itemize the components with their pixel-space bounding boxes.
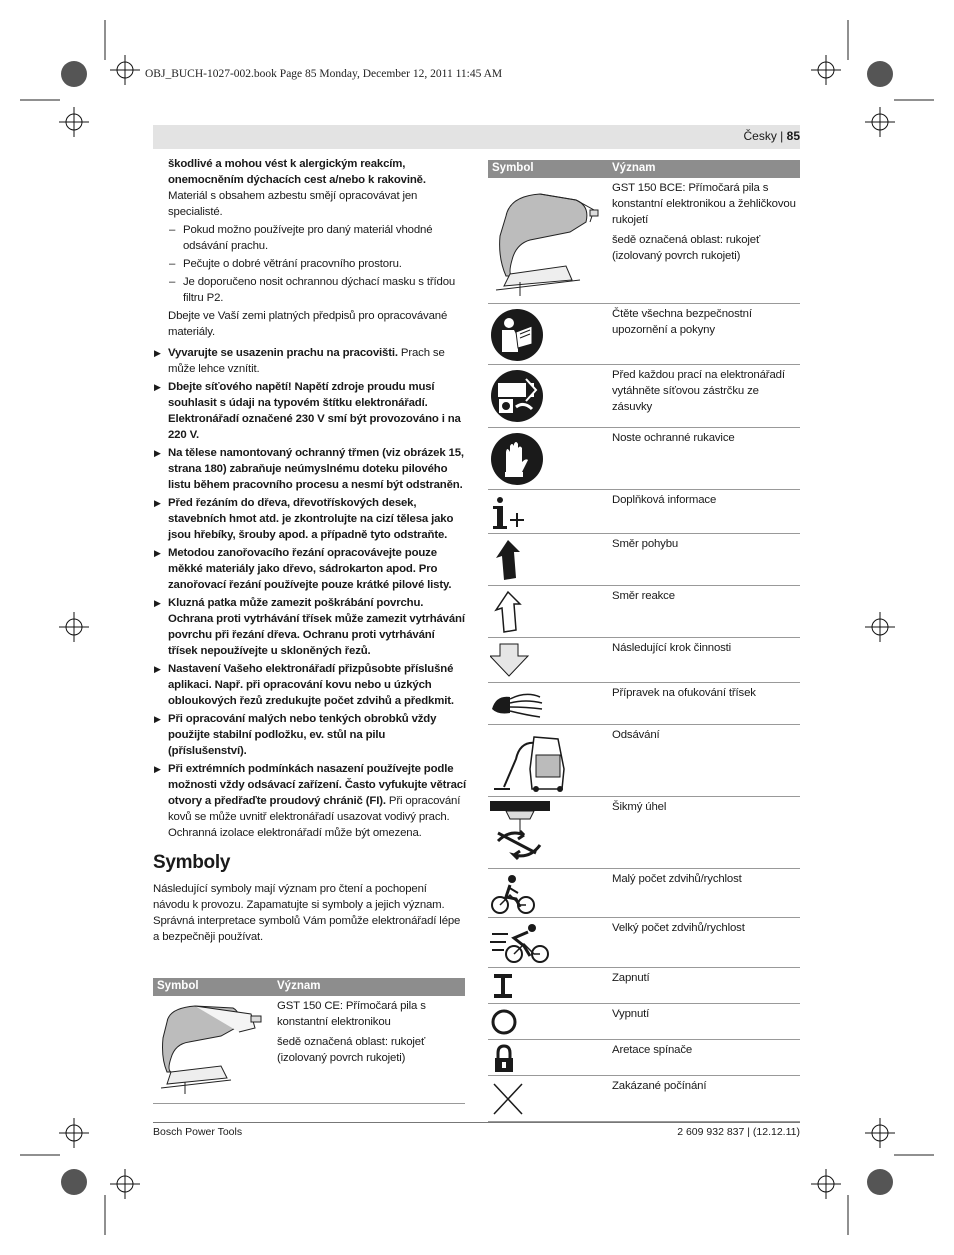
- symbol-header: Symbol: [157, 980, 199, 992]
- meaning-cell: Směr pohybu: [612, 538, 679, 550]
- table-header: [488, 160, 800, 178]
- next-step-arrow-icon: [490, 642, 530, 678]
- table-row: [488, 490, 800, 534]
- bullet-item: ▶ Vyvarujte se usazenin prachu na pracovišti. Prach se může lehce vznítit.: [153, 345, 466, 377]
- table-row: [488, 586, 800, 638]
- on-icon: [490, 972, 520, 1000]
- info-icon: [490, 494, 530, 534]
- meaning-cell: Noste ochranné rukavice: [612, 432, 735, 444]
- meaning-cell: Malý počet zdvihů/rychlost: [612, 873, 742, 885]
- dash-item: – Pokud možno používejte pro daný materiál vhodné odsávání prachu.: [153, 222, 466, 254]
- bullet-item: ▶ Metodou zanořovacího řezání opracovávejte pouze měkké materiály jako dřevo, sádrokarton apod. Pro zanořovací řezání používejte pouze krátké pilové listy.: [153, 545, 466, 593]
- lock-icon: [490, 1044, 520, 1074]
- meaning-cell: GST 150 BCE: Přímočará pila s konstantní elektronikou a žehličkovou rukojetí šedě označená oblast: rukojeť (izolovaný povrch rukojeti): [612, 182, 796, 262]
- table-row: [488, 428, 800, 490]
- jigsaw-bce-icon: [490, 186, 600, 296]
- table-row: [153, 996, 465, 1104]
- language-label: Česky: [743, 129, 777, 143]
- left-column: [153, 156, 466, 947]
- page-number: Česky | 85: [743, 129, 800, 143]
- table-row: [488, 365, 800, 428]
- print-header: OBJ_BUCH-1027-002.book Page 85 Monday, December 12, 2011 11:45 AM: [145, 68, 503, 80]
- meaning-cell: GST 150 CE: Přímočará pila s konstantní elektronikou šedě označená oblast: rukojeť (izolovaný povrch rukojeti): [277, 1000, 426, 1064]
- left-symbol-table: [153, 978, 465, 1104]
- meaning-cell: Zakázané počínání: [612, 1080, 707, 1092]
- footer-brand: Bosch Power Tools: [153, 1126, 243, 1138]
- bullet-item: ▶ Na tělese namontovaný ochranný třmen (viz obrázek 15, strana 180) zabraňuje neúmyslnému doteku pilového listu během pracovního procesu a nesmí být odstraněn.: [153, 445, 466, 493]
- read-manual-icon: [490, 308, 544, 362]
- off-icon: [490, 1008, 520, 1036]
- meaning-cell: Doplňková informace: [612, 494, 717, 506]
- meaning-cell: Zapnutí: [612, 972, 650, 984]
- meaning-cell: Čtěte všechna bezpečnostní upozornění a pokyny: [612, 308, 752, 336]
- bullet-item: ▶ Kluzná patka může zamezit poškrábání povrchu. Ochrana proti vytrhávání třísek může zamezit vytrhávání povrchu při řezání dřeva. Ochranu proti vytrhávání třísek nepoužívejte u skloněných řezů.: [153, 595, 466, 659]
- footer-document-number: 2 609 932 837 | (12.12.11): [677, 1126, 800, 1138]
- meaning-cell: Aretace spínače: [612, 1044, 693, 1056]
- slow-bike-icon: [490, 873, 536, 915]
- dash-item: – Pečujte o dobré větrání pracovního prostoru.: [153, 256, 466, 272]
- regulations-paragraph: Dbejte ve Vaší zemi platných předpisů pro opracovávané materiály.: [168, 310, 448, 338]
- table-row: [488, 725, 800, 797]
- unplug-icon: [490, 369, 544, 423]
- jigsaw-icon: [155, 1002, 265, 1094]
- blower-icon: [490, 687, 544, 721]
- reaction-arrow-icon: [490, 590, 530, 634]
- bullet-item: ▶ Při extrémních podmínkách nasazení používejte podle možnosti vždy odsávací zařízení. Často vyfukujte větrací otvory a předřaďte proudový chránič (FI). Při opracování kovů se může uvnitř elektronářadí usazovat vodivý prach. Ochranná izolace elektronářadí může být omezena.: [153, 761, 466, 841]
- fast-bike-icon: [490, 922, 552, 964]
- vacuum-icon: [490, 729, 570, 793]
- section-title: Symboly: [153, 852, 231, 873]
- table-header: [153, 978, 465, 996]
- meaning-cell: Před každou prací na elektronářadí vytáhněte síťovou zástrčku ze zásuvky: [612, 369, 785, 413]
- table-row: [488, 918, 800, 968]
- meaning-header: Význam: [612, 162, 656, 174]
- meaning-header: Význam: [277, 980, 321, 992]
- bevel-angle-icon: [490, 801, 552, 865]
- bullet-item: ▶ Při opracování malých nebo tenkých obrobků vždy použijte stabilní podložku, ev. stůl na pilu (příslušenství).: [153, 711, 466, 759]
- bullet-item: ▶ Dbejte síťového napětí! Napětí zdroje proudu musí souhlasit s údaji na typovém štítku elektronářadí. Elektronářadí označené 230 V smí být provozováno i na 220 V.: [153, 379, 466, 443]
- meaning-cell: Velký počet zdvihů/rychlost: [612, 922, 745, 934]
- bullet-item: ▶ Nastavení Vašeho elektronářadí přizpůsobte příslušné aplikaci. Např. při opracování kovu nebo u úzkých obloukových řezů zredukujte počet zdvihů a předkmit.: [153, 661, 466, 709]
- motion-arrow-icon: [490, 538, 530, 582]
- table-row: [488, 869, 800, 918]
- prohibited-icon: [490, 1080, 526, 1118]
- table-row: [488, 638, 800, 683]
- table-row: [488, 534, 800, 586]
- footer-divider: [153, 1122, 800, 1123]
- table-row: [488, 683, 800, 725]
- meaning-cell: Přípravek na ofukování třísek: [612, 687, 756, 699]
- table-row: [488, 968, 800, 1004]
- right-symbol-table: [488, 160, 800, 1122]
- meaning-cell: Odsávání: [612, 729, 660, 741]
- table-row: [488, 1040, 800, 1076]
- page-number-value: 85: [786, 129, 800, 143]
- gloves-icon: [490, 432, 544, 486]
- dash-item: – Je doporučeno nosit ochrannou dýchací masku s třídou filtru P2.: [153, 274, 466, 306]
- meaning-cell: Směr reakce: [612, 590, 675, 602]
- table-row: [488, 797, 800, 869]
- bullet-item: ▶ Před řezáním do dřeva, dřevotřískových desek, stavebních hmot atd. je zkontrolujte na cizí tělesa jako jsou hřebíky, šrouby apod. a případně tyto odstraňte.: [153, 495, 466, 543]
- table-row: [488, 1004, 800, 1040]
- meaning-cell: Vypnutí: [612, 1008, 650, 1020]
- meaning-cell: Následující krok činnosti: [612, 642, 732, 654]
- page-header-bar: [153, 125, 800, 149]
- table-row: [488, 304, 800, 365]
- section-intro: Následující symboly mají význam pro čtení a pochopení návodu k provozu. Zapamatujte si symboly a jejich význam. Správná interpretace symbolů Vám pomůže elektronářadí lépe a bezpečněji používat.: [153, 883, 461, 943]
- table-row: [488, 1076, 800, 1122]
- intro-paragraph: škodlivé a mohou vést k alergickým reakcím, onemocněním dýchacích cest a/nebo k rakovině. Materiál s obsahem azbestu smějí opracovávat jen specialisté.: [168, 158, 426, 218]
- table-row: [488, 178, 800, 304]
- meaning-cell: Šikmý úhel: [612, 801, 667, 813]
- symbol-header: Symbol: [492, 162, 534, 174]
